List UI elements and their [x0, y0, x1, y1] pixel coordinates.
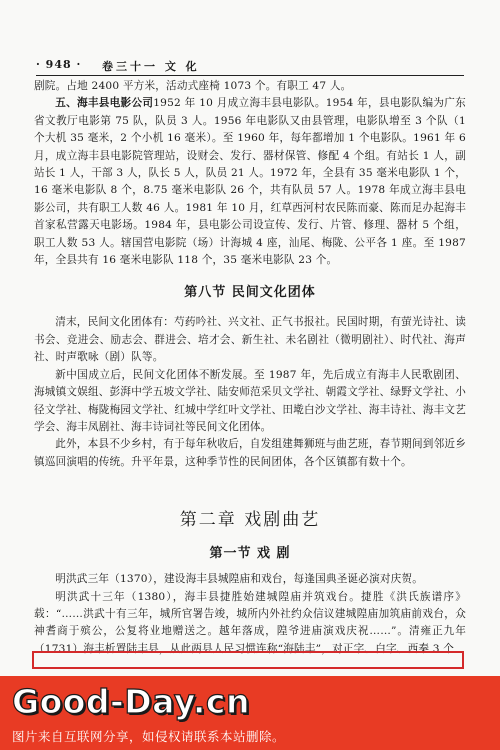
subheading-film-company: 五、海丰县电影公司 — [55, 97, 154, 110]
page-header — [36, 56, 466, 74]
page-body — [34, 78, 466, 658]
watermark-logo: Good-Day.cn — [12, 682, 250, 721]
paragraph-continued: 剧院。占地 2400 平方米，活动式座椅 1073 个。有职工 47 人。 — [34, 80, 352, 92]
film-company-text: 1952 年 10 月成立海丰县电影队。1954 年，县电影队编为广东省文教厅电影第 75 队，队员 3 人。1956 年电影队又由县管理，电影队增至 3 个队（1 个大机 35 毫米，2 个小机 16 毫米）。至 1960 年，每年都增加 1 个电影队。1961 年 6 月，成立海丰县电影院管理站，设财会、发行、器材保管、修配 4 个组。有站长 1 人，副站长 1 人，干部 3 人，队长 5 人，队员 21 人。1972 年，全县有 35 毫米电影队 1 个，16 毫米电影队 8 个，8.75 毫米电影队 26 个，共有队员 57 人。1978 年成立海丰县电影公司，共有职工人数 46 人。1981 年 10 月，红草西河村农民陈而豪、陈而足办起海丰首家私营露天电影场。1984 年，县电影公司设宣传、发行、片管、修理、器材 5 个组，职工人数 53 人。辖国营电影院（场）计海城 4 座，汕尾、梅陇、公平各 1 座。至 1987 年，全县共有 16 毫米电影队 118 个，35 毫米电影队 23 个。 — [34, 97, 466, 267]
paragraph-hongwu-3: 明洪武三年（1370），建设海丰县城隍庙和戏台，每逢国典圣诞必演对庆贺。 — [55, 573, 424, 586]
paragraph-hongwu-13: 明洪武十三年（1380），海丰县捷胜始建城隍庙并筑戏台。捷胜《洪氏族谱序》载：“……洪武十有三年，城所官署告竣，城所内外社约众信议建城隍庙加筑庙前戏台，众神耆商于殡公，公复将业地赠送之。越年落成，隍爷进庙演戏庆祝……”。清雍正九年（1731）海丰析置陆丰县，从此两县人民习惯连称“海陆丰”，对正字、白字、西秦 3 个 — [34, 590, 466, 655]
paragraph-film-company — [34, 95, 466, 269]
page-number: · 948 · — [36, 58, 82, 71]
highlight-box — [32, 651, 464, 669]
paragraph-qing-groups: 清末，民间文化团体有：芍药吟社、兴文社、正气书报社。民国时期，有萤光诗社、读书会、竞进会、励志会、群进会、培才会、新生社、未名剧社（微明剧社）、时代社、海声社、时声歌咏（剧）队等。 — [34, 316, 466, 364]
watermark-notice: 图片来自互联网分享，如侵权请联系本站删除。 — [12, 729, 286, 744]
header-rule — [36, 75, 464, 76]
volume-title: 卷三十一 文 化 — [102, 60, 200, 73]
watermark-banner — [0, 676, 500, 750]
chapter-heading-drama: 第二章 戏剧曲艺 — [179, 510, 321, 531]
section-heading-folk-groups: 第八节 民间文化团体 — [184, 285, 316, 301]
paragraph-seasonal-groups: 此外，本县不少乡村，有于每年秋收后，自发组建舞狮班与曲艺班，春节期间到邻近乡镇巡回演唱的传统。升平年景，这种季节性的民间团体，各个区镇都有数十个。 — [34, 438, 466, 468]
paragraph-prc-groups: 新中国成立后，民间文化团体不断发展。至 1987 年，先后成立有海丰人民歌剧团、海城镇文娱组、彭湃中学五坡文学社、陆安师范采贝文学社、朝霞文学社、绿野文学社、小径文学社、梅陇梅园文学社、红城中学红叶文学社、田墘白沙文学社、海丰诗社、海丰文艺学会、海丰凤剧社、海丰诗词社等民间文化团体。 — [34, 368, 466, 433]
section-heading-drama: 第一节 戏 剧 — [209, 546, 291, 562]
